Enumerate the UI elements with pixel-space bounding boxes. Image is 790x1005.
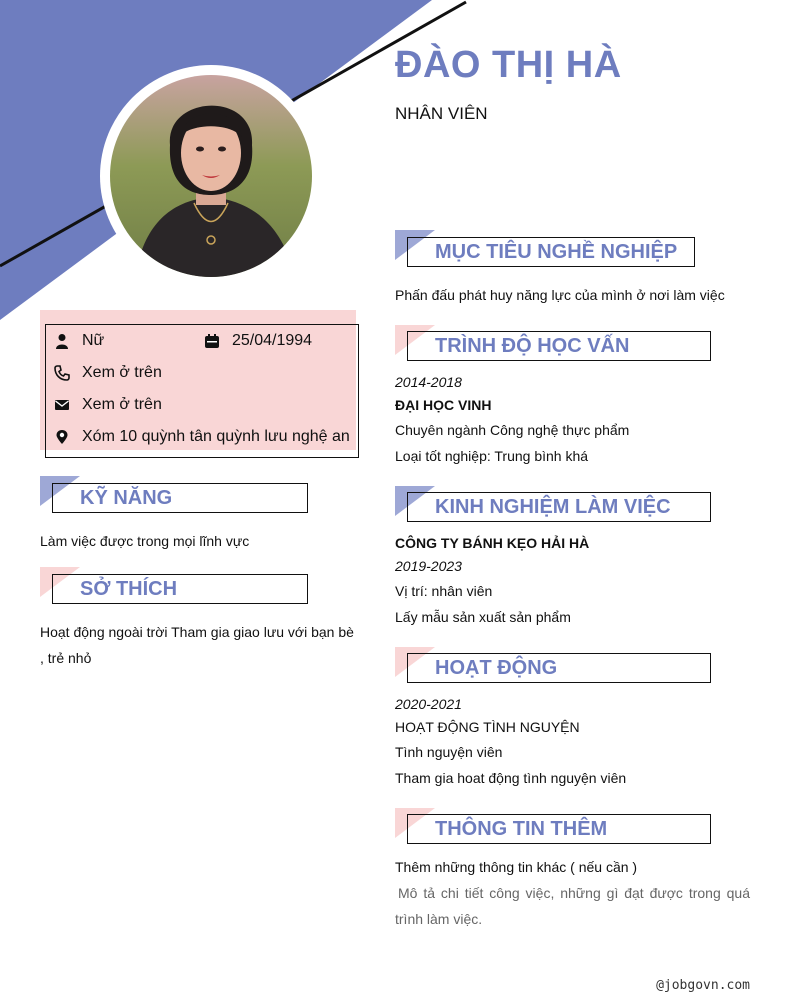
- objective-text: Phấn đấu phát huy năng lực của mình ở nơi làm việc: [395, 287, 725, 303]
- address-value: Xóm 10 quỳnh tân quỳnh lưu nghệ an: [82, 428, 350, 445]
- hobbies-text-line-1: Hoạt động ngoài trời Tham gia giao lưu với bạn bè: [40, 624, 354, 640]
- activities-section-title: HOẠT ĐỘNG: [435, 657, 558, 679]
- activities-name: HOẠT ĐỘNG TÌNH NGUYỆN: [395, 719, 580, 735]
- hobbies-text-line-2: , trẻ nhỏ: [40, 650, 92, 666]
- email-row: [54, 396, 162, 414]
- experience-company: CÔNG TY BÁNH KẸO HẢI HÀ: [395, 535, 590, 551]
- phone-icon: [54, 365, 70, 381]
- candidate-role: NHÂN VIÊN: [395, 104, 488, 123]
- location-icon: [54, 429, 70, 445]
- additional-text-line-2: Mô tả chi tiết công việc, những gì đạt được trong quá: [398, 885, 750, 901]
- footer-watermark: @jobgovn.com: [656, 978, 750, 993]
- additional-text-line-1: Thêm những thông tin khác ( nếu cần ): [395, 859, 638, 875]
- experience-section-title: KINH NGHIỆM LÀM VIỆC: [435, 496, 671, 518]
- mail-icon: [54, 397, 70, 413]
- additional-section-title: THÔNG TIN THÊM: [435, 818, 608, 840]
- experience-period: 2019-2023: [395, 558, 462, 574]
- phone-row: [54, 364, 162, 382]
- phone-value: Xem ở trên: [82, 364, 162, 381]
- education-school: ĐẠI HỌC VINH: [395, 397, 492, 413]
- calendar-icon: [204, 333, 220, 349]
- hobbies-section-title: SỞ THÍCH: [80, 578, 178, 600]
- profile-photo-image: [110, 75, 312, 277]
- education-grade: Loại tốt nghiệp: Trung bình khá: [395, 448, 589, 464]
- birthday-row: [204, 332, 312, 350]
- experience-task: Lấy mẫu sản xuất sản phẩm: [395, 609, 571, 625]
- candidate-name: ĐÀO THỊ HÀ: [395, 44, 622, 86]
- education-major: Chuyên ngành Công nghệ thực phẩm: [395, 422, 630, 438]
- person-icon: [54, 333, 70, 349]
- email-value: Xem ở trên: [82, 396, 162, 413]
- experience-position: Vị trí: nhân viên: [395, 583, 493, 599]
- birthday-value: 25/04/1994: [232, 332, 313, 349]
- education-section-title: TRÌNH ĐỘ HỌC VẤN: [435, 335, 630, 357]
- skills-section-title: KỸ NĂNG: [80, 487, 173, 509]
- gender-row: [54, 332, 104, 350]
- skills-text: Làm việc được trong mọi lĩnh vực: [40, 533, 250, 549]
- additional-text-line-3: trình làm việc.: [395, 911, 483, 927]
- activities-period: 2020-2021: [395, 696, 462, 712]
- profile-photo: [100, 65, 322, 287]
- objective-section-title: MỤC TIÊU NGHỀ NGHIỆP: [435, 241, 678, 263]
- gender-value: Nữ: [82, 332, 105, 349]
- activities-description: Tham gia hoat động tình nguyện viên: [395, 770, 627, 786]
- education-period: 2014-2018: [395, 374, 462, 390]
- address-row: [54, 428, 350, 446]
- activities-role: Tình nguyện viên: [395, 744, 503, 760]
